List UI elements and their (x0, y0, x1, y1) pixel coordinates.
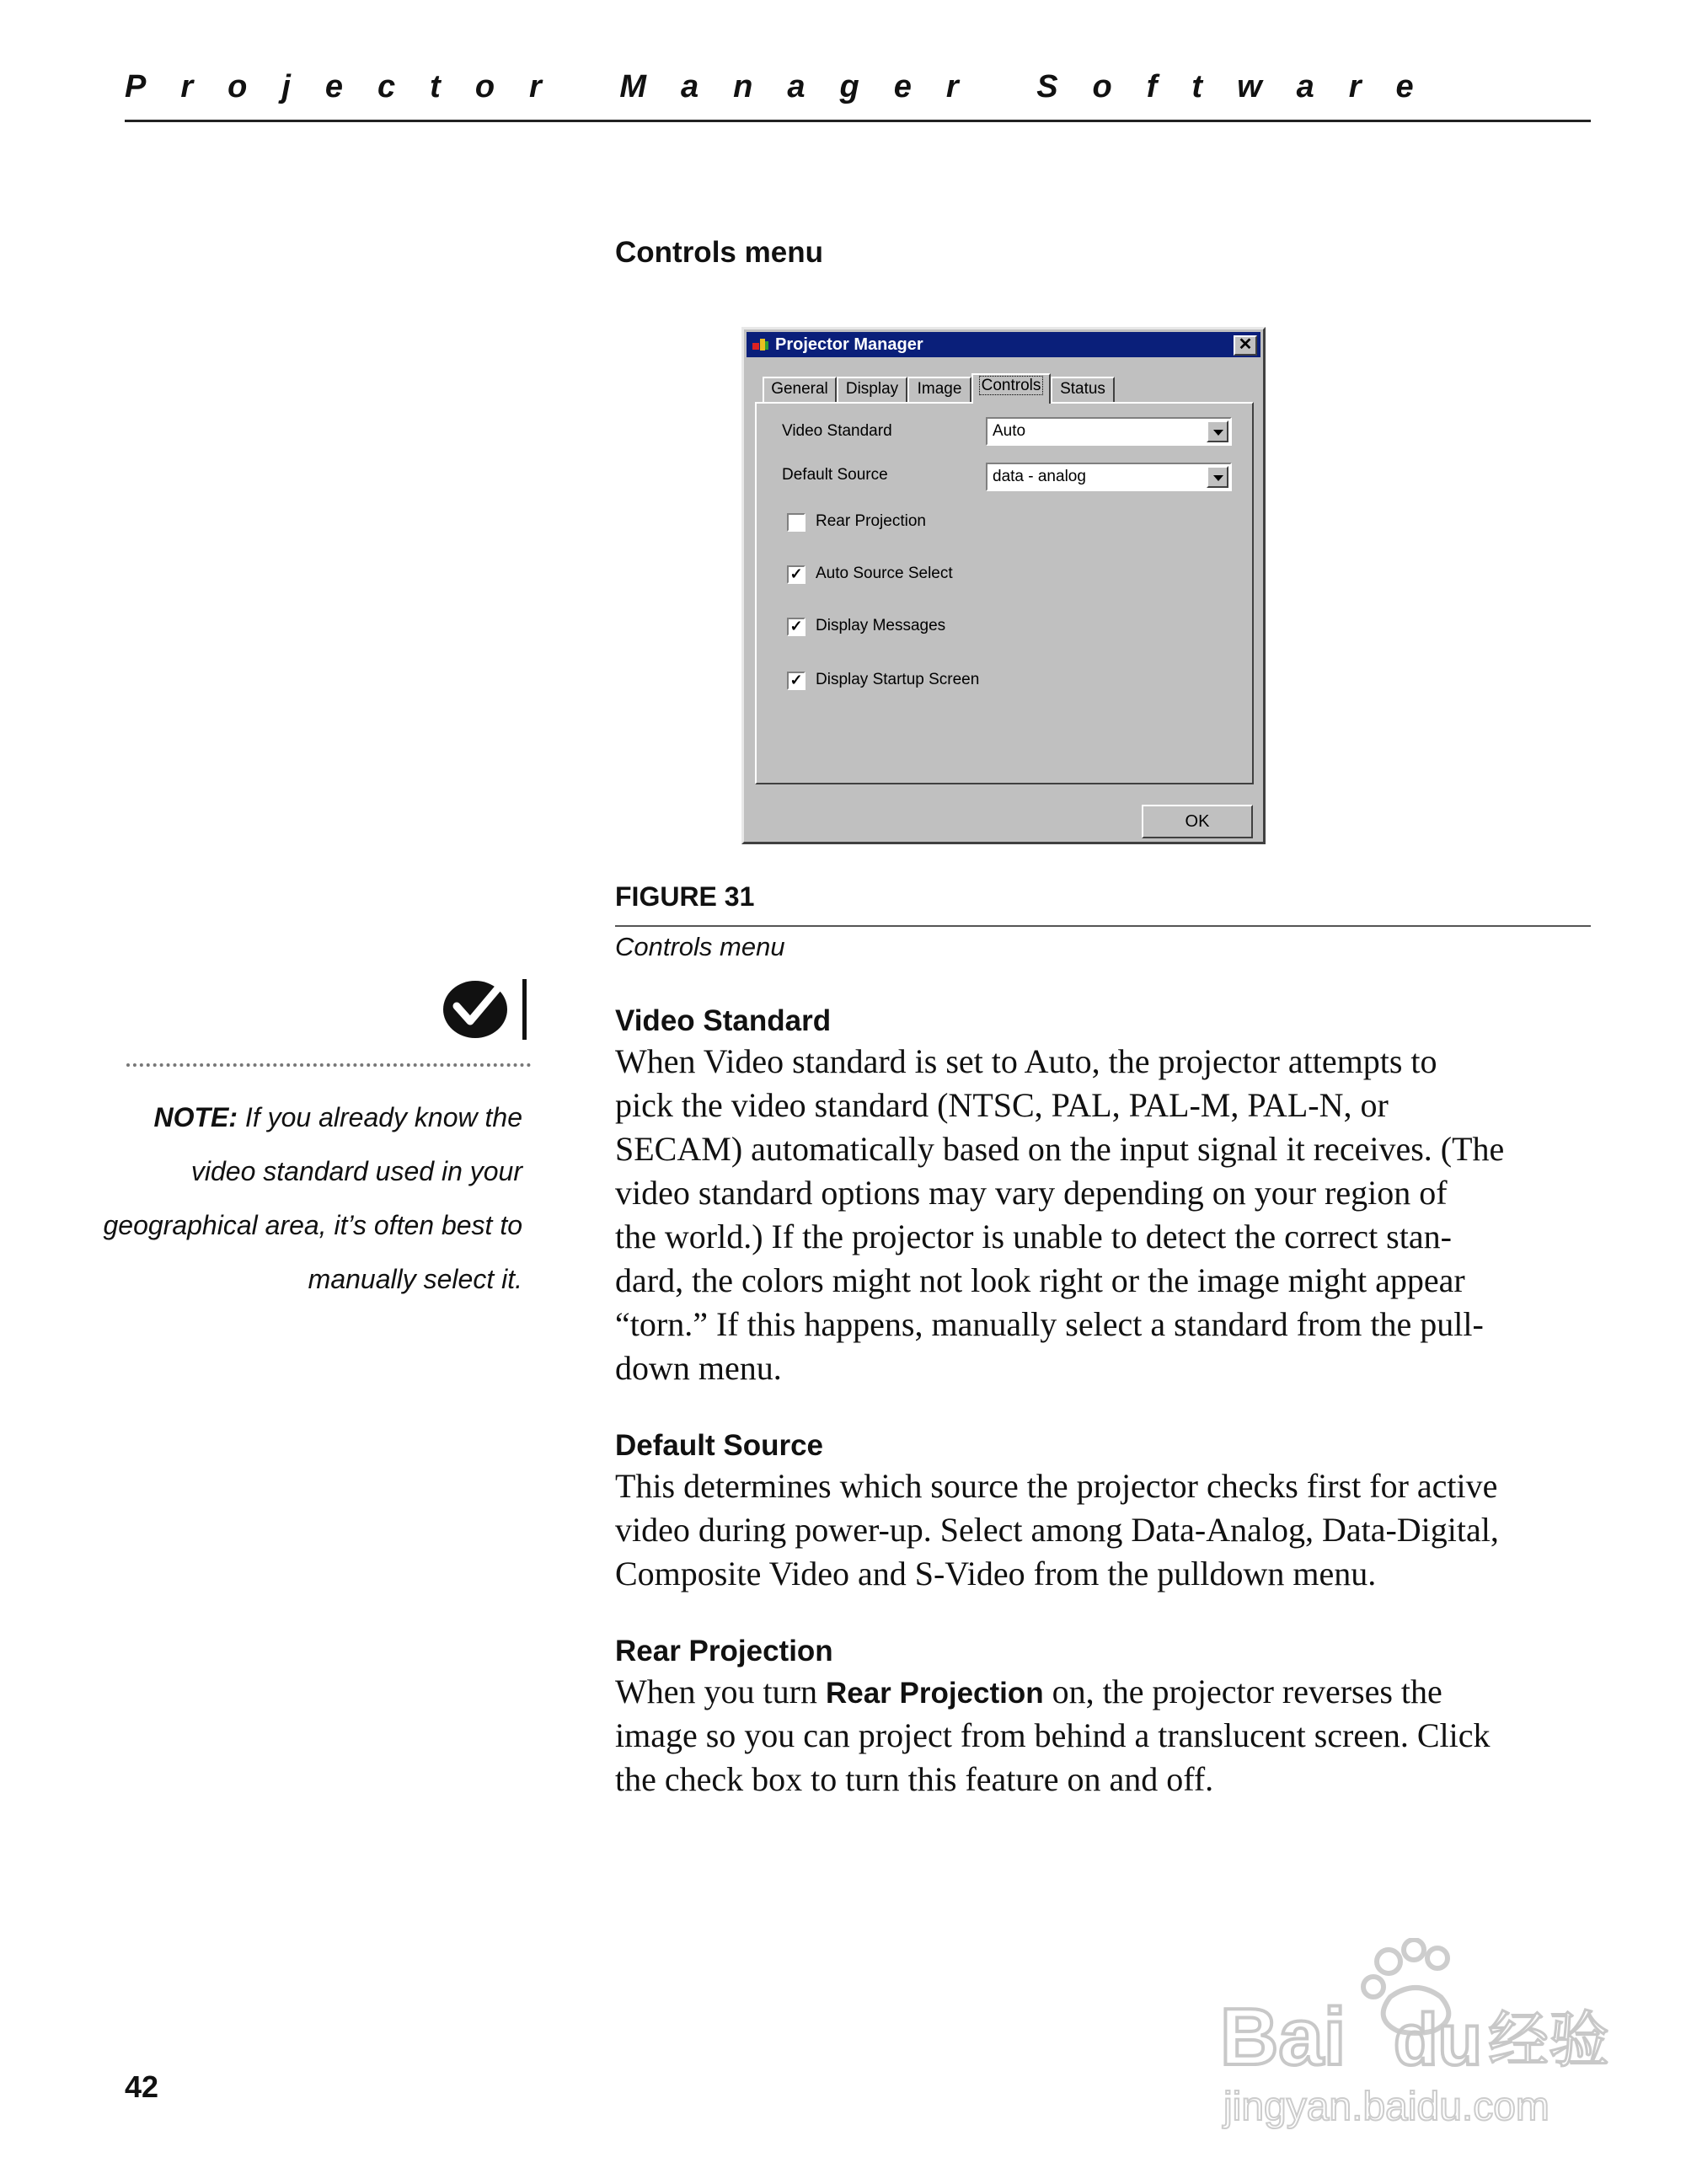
video-standard-label: Video Standard (782, 422, 892, 440)
display-messages-label: Display Messages (816, 617, 946, 634)
tab-controls[interactable] (971, 373, 1051, 404)
chevron-down-icon[interactable] (1207, 466, 1228, 488)
svg-text:Bai: Bai (1220, 1992, 1346, 2082)
note-line-1-text: If you already know the (238, 1102, 522, 1132)
note-line-4: manually select it. (308, 1264, 522, 1294)
rear-projection-line-1-after: on, the projector reverses the (1043, 1673, 1442, 1710)
rear-projection-inline-bold: Rear Projection (825, 1677, 1044, 1710)
auto-source-select-checkbox[interactable] (787, 565, 806, 584)
header-rule (125, 120, 1591, 122)
chevron-down-icon[interactable] (1207, 420, 1228, 442)
note-line-2: video standard used in your (190, 1156, 522, 1186)
tab-status[interactable] (1051, 377, 1115, 402)
note-icon (438, 977, 531, 1041)
tab-label: General (771, 380, 828, 398)
default-source-line-2: video during power-up. Select among Data-Analog, Data-Digital, (615, 1511, 1499, 1549)
note-line-3: geographical area, it’s often best to (103, 1210, 522, 1240)
dialog-titlebar[interactable] (747, 332, 1260, 357)
tab-label: Controls (979, 376, 1044, 395)
svg-text:du: du (1394, 1999, 1483, 2080)
video-standard-line-7: “torn.” If this happens, manually select a standard from the pull- (615, 1305, 1484, 1343)
rear-projection-checkbox[interactable] (787, 513, 806, 532)
close-icon: ✕ (1238, 335, 1253, 354)
note-label: NOTE: (153, 1102, 238, 1132)
page-number: 42 (125, 2069, 159, 2104)
video-standard-line-5: the world.) If the projector is unable to detect the correct stan- (615, 1218, 1452, 1255)
app-icon (752, 336, 770, 353)
auto-source-select-label: Auto Source Select (816, 565, 953, 582)
running-header: Projector Manager Software (125, 69, 1448, 104)
rear-projection-heading: Rear Projection (615, 1635, 833, 1667)
controls-tab-panel (755, 402, 1254, 784)
dialog-title: Projector Manager (775, 335, 923, 354)
video-standard-line-2: pick the video standard (NTSC, PAL, PAL-M, PAL-N, or (615, 1086, 1389, 1124)
display-startup-screen-label: Display Startup Screen (816, 671, 980, 688)
figure-label: FIGURE 31 (615, 881, 755, 912)
tab-image[interactable] (907, 377, 971, 402)
tab-label: Display (845, 380, 899, 398)
video-standard-line-4: video standard options may vary depending on your region of (615, 1174, 1448, 1212)
ok-button[interactable]: OK (1142, 805, 1253, 838)
display-messages-checkbox[interactable] (787, 618, 806, 636)
default-source-select[interactable] (986, 463, 1232, 491)
video-standard-line-6: dard, the colors might not look right or the image might appear (615, 1261, 1465, 1299)
note-line-1 (153, 1102, 522, 1133)
video-standard-line-1: When Video standard is set to Auto, the projector attempts to (615, 1042, 1437, 1080)
tab-label: Image (917, 380, 962, 398)
check-icon: ✓ (789, 565, 803, 582)
default-source-line-1: This determines which source the projector checks first for active (615, 1467, 1498, 1505)
check-icon: ✓ (789, 618, 803, 634)
rear-projection-line-1 (615, 1672, 1442, 1711)
rear-projection-line-2: image so you can project from behind a translucent screen. Click (615, 1716, 1491, 1754)
rear-projection-line-1-before: When you turn (615, 1673, 826, 1710)
tab-display[interactable] (837, 377, 907, 402)
default-source-label: Default Source (782, 466, 888, 484)
figure-rule (615, 925, 1591, 927)
video-standard-heading: Video Standard (615, 1004, 832, 1037)
svg-text:jingyan.baidu.com: jingyan.baidu.com (1223, 2085, 1549, 2129)
default-source-line-3: Composite Video and S-Video from the pulldown menu. (615, 1555, 1377, 1592)
video-standard-line-3: SECAM) automatically based on the input signal it receives. (The (615, 1130, 1505, 1168)
rear-projection-line-3: the check box to turn this feature on and off. (615, 1760, 1214, 1798)
check-icon: ✓ (789, 672, 803, 688)
video-standard-select[interactable] (986, 417, 1232, 446)
display-startup-screen-checkbox[interactable] (787, 672, 806, 690)
default-source-value: data - analog (993, 468, 1086, 485)
default-source-heading: Default Source (615, 1429, 823, 1462)
rear-projection-label: Rear Projection (816, 512, 926, 530)
video-standard-value: Auto (993, 422, 1026, 440)
svg-text:经验: 经验 (1488, 2005, 1610, 2075)
note-dotted-rule (126, 1063, 531, 1067)
figure-caption: Controls menu (615, 932, 785, 961)
projector-manager-dialog (741, 327, 1266, 844)
tab-general[interactable] (763, 377, 837, 402)
video-standard-line-8: down menu. (615, 1349, 782, 1387)
close-button[interactable] (1234, 335, 1257, 356)
baidu-watermark-logo (1213, 1938, 1618, 2132)
tab-label: Status (1060, 380, 1105, 398)
controls-menu-heading: Controls menu (615, 236, 823, 269)
